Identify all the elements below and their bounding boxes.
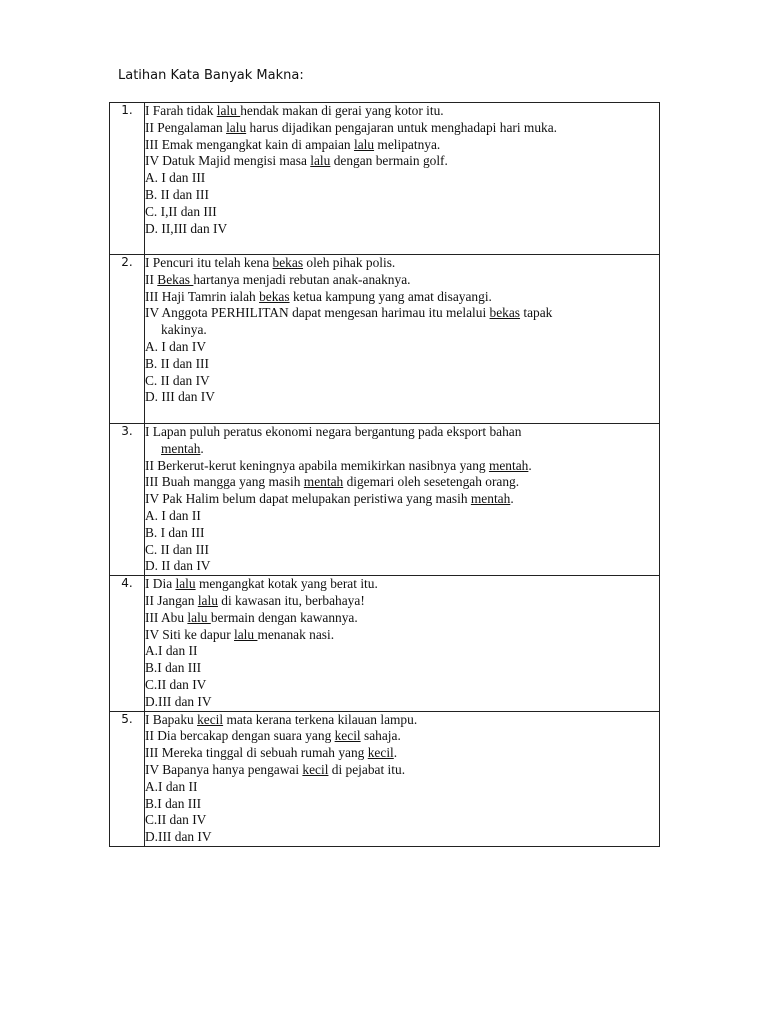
keyword: mentah bbox=[161, 440, 201, 456]
keyword: mentah bbox=[303, 474, 344, 490]
statement-line bbox=[145, 610, 659, 627]
statement-text: mengangkat kotak yang berat itu. bbox=[195, 576, 378, 592]
statement-line bbox=[145, 305, 659, 322]
question-content bbox=[145, 576, 660, 711]
question-row bbox=[110, 424, 660, 576]
statement-text: kakinya. bbox=[161, 322, 207, 338]
statement-text: . bbox=[528, 457, 532, 473]
statement-line bbox=[145, 745, 659, 762]
statement-line bbox=[145, 322, 659, 339]
statement-text: tapak bbox=[520, 305, 553, 321]
question-content bbox=[145, 103, 660, 255]
answer-option: C.II dan IV bbox=[145, 676, 207, 692]
answer-option: D. III dan IV bbox=[145, 389, 215, 405]
statement-text: III Emak mengangkat kain di ampaian bbox=[145, 136, 354, 152]
question-number: 3. bbox=[110, 424, 145, 576]
question-row bbox=[110, 576, 660, 711]
keyword: lalu bbox=[226, 119, 247, 135]
answer-option: C. II dan IV bbox=[145, 372, 210, 388]
statement-line bbox=[145, 627, 659, 644]
statement-line bbox=[145, 255, 659, 272]
statement-text: I Farah tidak bbox=[145, 103, 217, 118]
statement-line bbox=[145, 137, 659, 154]
statement-text: IV Siti ke dapur bbox=[145, 626, 235, 642]
keyword: lalu bbox=[353, 136, 375, 152]
question-number: 1. bbox=[110, 103, 145, 255]
question-number: 5. bbox=[110, 711, 145, 846]
statement-line bbox=[145, 576, 659, 593]
question-row bbox=[110, 711, 660, 846]
statement-text: II Berkerut-kerut keningnya apabila memikirkan nasibnya yang bbox=[145, 457, 489, 473]
keyword: lalu bbox=[234, 626, 258, 642]
keyword: kecil bbox=[197, 711, 224, 727]
statement-text: IV Anggota PERHILITAN dapat mengesan harimau itu melalui bbox=[145, 305, 490, 321]
question-content bbox=[145, 711, 660, 846]
statement-text: II Pengalaman bbox=[145, 119, 227, 135]
keyword: lalu bbox=[216, 103, 241, 118]
statement-text: II Dia bercakap dengan suara yang bbox=[145, 728, 335, 744]
statement-text: III Buah mangga yang masih bbox=[145, 474, 304, 490]
question-number: 2. bbox=[110, 255, 145, 424]
statement-text: I Dia bbox=[145, 576, 176, 592]
question-row bbox=[110, 255, 660, 424]
keyword: lalu bbox=[197, 592, 218, 608]
answer-option: A.I dan II bbox=[145, 778, 198, 794]
statement-line bbox=[145, 762, 659, 779]
statement-line bbox=[145, 441, 659, 458]
questions-body bbox=[110, 103, 660, 847]
statement-text: III Mereka tinggal di sebuah rumah yang bbox=[145, 745, 368, 761]
statement-text: di kawasan itu, berbahaya! bbox=[217, 592, 365, 608]
statement-line bbox=[145, 458, 659, 475]
answer-option: D. II dan IV bbox=[145, 558, 211, 574]
keyword: lalu bbox=[310, 153, 331, 169]
answer-option: A. I dan II bbox=[145, 507, 201, 523]
page-title: Latihan Kata Banyak Makna: bbox=[118, 68, 304, 83]
statement-text: III Abu bbox=[145, 609, 188, 625]
answer-option: A. I dan IV bbox=[145, 338, 206, 354]
statement-text: hartanya menjadi rebutan anak-anaknya. bbox=[193, 271, 411, 287]
statement-line bbox=[145, 424, 659, 441]
keyword: lalu bbox=[187, 609, 211, 625]
answer-option: D. II,III dan IV bbox=[145, 220, 228, 236]
statement-text: di pejabat itu. bbox=[328, 761, 406, 777]
answer-option: C.II dan IV bbox=[145, 812, 207, 828]
statement-text: melipatnya. bbox=[374, 136, 441, 152]
statement-text: menanak nasi. bbox=[257, 626, 335, 642]
statement-text: mata kerana terkena kilauan lampu. bbox=[223, 711, 418, 727]
answer-option: A. I dan III bbox=[145, 170, 206, 186]
statement-text: . bbox=[200, 440, 204, 456]
keyword: Bekas bbox=[157, 271, 194, 287]
statement-text: sahaja. bbox=[360, 728, 401, 744]
keyword: mentah bbox=[488, 457, 529, 473]
answer-option: B. I dan III bbox=[145, 524, 205, 540]
statement-text: IV Pak Halim belum dapat melupakan peristiwa yang masih bbox=[145, 491, 471, 507]
statement-text: I Bapaku bbox=[145, 711, 198, 727]
statement-text: II bbox=[145, 271, 158, 287]
question-content bbox=[145, 424, 660, 576]
answer-option: C. II dan III bbox=[145, 541, 209, 557]
keyword: kecil bbox=[334, 728, 361, 744]
keyword: bekas bbox=[272, 255, 304, 270]
statement-text: I Pencuri itu telah kena bbox=[145, 255, 273, 270]
answer-option: B.I dan III bbox=[145, 795, 202, 811]
answer-option: C. I,II dan III bbox=[145, 203, 217, 219]
statement-text: oleh pihak polis. bbox=[303, 255, 396, 270]
answer-option: B.I dan III bbox=[145, 660, 202, 676]
questions-table bbox=[109, 102, 660, 847]
statement-line bbox=[145, 120, 659, 137]
keyword: kecil bbox=[367, 745, 394, 761]
answer-option: D.III dan IV bbox=[145, 693, 212, 709]
statement-line bbox=[145, 593, 659, 610]
question-content bbox=[145, 255, 660, 424]
statement-text: III Haji Tamrin ialah bbox=[145, 288, 260, 304]
statement-text: I Lapan puluh peratus ekonomi negara bergantung pada eksport bahan bbox=[145, 424, 522, 439]
answer-option: D.III dan IV bbox=[145, 829, 212, 845]
answer-option: A.I dan II bbox=[145, 643, 198, 659]
statement-line bbox=[145, 153, 659, 170]
keyword: mentah bbox=[470, 491, 511, 507]
statement-line bbox=[145, 103, 659, 120]
question-number: 4. bbox=[110, 576, 145, 711]
answer-option: B. II dan III bbox=[145, 186, 209, 202]
statement-line bbox=[145, 289, 659, 306]
statement-line bbox=[145, 491, 659, 508]
statement-line bbox=[145, 272, 659, 289]
statement-text: IV Bapanya hanya pengawai bbox=[145, 761, 303, 777]
statement-line bbox=[145, 474, 659, 491]
statement-text: II Jangan bbox=[145, 592, 198, 608]
question-row bbox=[110, 103, 660, 255]
statement-line bbox=[145, 712, 659, 729]
keyword: kecil bbox=[302, 761, 329, 777]
keyword: bekas bbox=[489, 305, 521, 321]
statement-text: ketua kampung yang amat disayangi. bbox=[289, 288, 492, 304]
statement-text: . bbox=[393, 745, 398, 761]
answer-option: B. II dan III bbox=[145, 355, 209, 371]
statement-text: bermain dengan kawannya. bbox=[210, 609, 358, 625]
keyword: bekas bbox=[259, 288, 290, 304]
statement-text: IV Datuk Majid mengisi masa bbox=[145, 153, 311, 169]
statement-line bbox=[145, 728, 659, 745]
statement-text: . bbox=[510, 491, 514, 507]
statement-text: harus dijadikan pengajaran untuk menghadapi hari muka. bbox=[246, 119, 558, 135]
statement-text: dengan bermain golf. bbox=[330, 153, 448, 169]
statement-text: digemari oleh sesetengah orang. bbox=[343, 474, 520, 490]
statement-text: hendak makan di gerai yang kotor itu. bbox=[240, 103, 444, 118]
keyword: lalu bbox=[175, 576, 196, 592]
